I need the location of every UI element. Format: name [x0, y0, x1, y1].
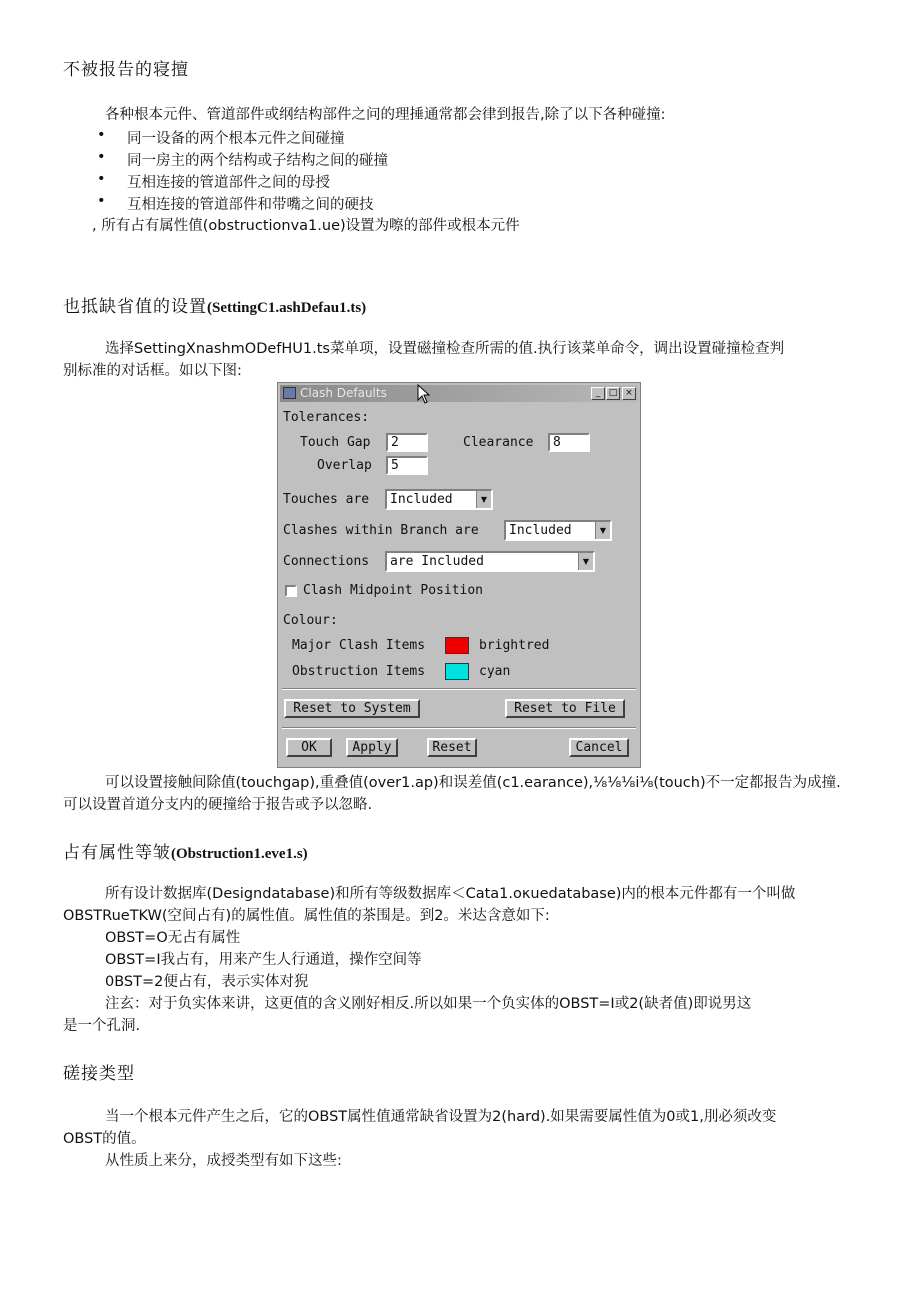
overlap-label: Overlap	[317, 458, 372, 473]
connections-label: Connections	[283, 554, 370, 569]
list-item: OBST=I我占有，用来产生人行通道，操作空间等	[105, 952, 422, 968]
touch-gap-label: Touch Gap	[300, 435, 371, 450]
list-item	[97, 127, 697, 149]
connections-select-value: are Included	[390, 554, 484, 569]
reset-to-system-button[interactable]: Reset to System	[284, 699, 420, 718]
obstruction-colour-swatch[interactable]	[445, 663, 469, 680]
cancel-button[interactable]: Cancel	[569, 738, 629, 757]
divider	[282, 688, 636, 690]
dialog-title: Clash Defaults	[300, 386, 387, 400]
bullet-marker: •	[97, 149, 106, 165]
list-item: 0BST=2便占有，表示实体对猊	[105, 974, 309, 990]
paragraph-line: 是一个孔洞.	[63, 1018, 141, 1034]
chevron-down-icon[interactable]: ▼	[595, 522, 610, 539]
paragraph-line: OBST的值。	[63, 1131, 146, 1147]
clashes-within-branch-label: Clashes within Branch are	[283, 523, 479, 538]
connections-select[interactable]	[385, 551, 595, 572]
paragraph-line: 可以设置接触间除值(touchgap),重叠值(over1.ap)和误差值(c1.earance),⅛⅛⅛i⅛(touch)不一定都报告为成撞.	[105, 775, 841, 791]
clashes-select-value: Included	[509, 523, 572, 538]
reset-button[interactable]: Reset	[427, 738, 477, 757]
paragraph-line: 所有设计数据库(Designdatabase)和所有等级数据库＜Cata1.oκuedatabase)内的根本元件都有一个叫做	[105, 886, 796, 902]
touch-gap-input[interactable]: 2	[386, 433, 428, 452]
list-item	[97, 171, 697, 193]
touches-select-value: Included	[390, 492, 453, 507]
mouse-cursor-icon	[417, 384, 431, 404]
list-item: OBST=O无占有属性	[105, 930, 241, 946]
section-heading-obstruction-levels	[63, 838, 308, 863]
list-item-text: 同一房主的两个结构或子结构之间的碰撞	[127, 153, 388, 169]
bullet-marker: •	[97, 193, 106, 209]
app-icon	[283, 387, 296, 399]
minimize-icon[interactable]: _	[591, 387, 605, 400]
tolerances-label: Tolerances:	[283, 410, 370, 425]
list-item-text: 互相连接的管道部件和带嘴之间的硬技	[127, 197, 374, 213]
apply-button[interactable]: Apply	[346, 738, 398, 757]
overlap-input[interactable]: 5	[386, 456, 428, 475]
paragraph-line: 当一个根本元件产生之后，它的OBST属性值通常缺省设置为2(hard).如果需要属性值为0或1,刖必须改变	[105, 1109, 777, 1125]
close-icon[interactable]: ×	[622, 387, 636, 400]
heading-cn: 也抵缺省值的设置	[63, 297, 207, 317]
colour-label: Colour:	[283, 613, 338, 628]
clash-midpoint-checkbox[interactable]	[285, 585, 297, 597]
obstruction-items-label: Obstruction Items	[292, 664, 426, 679]
heading-cn: 占有属性等皱	[63, 843, 171, 863]
ok-button[interactable]: OK	[286, 738, 332, 757]
clearance-input[interactable]: 8	[548, 433, 590, 452]
paragraph-line: 可以设置首道分支内的硬撞给于报告或予以忽略.	[63, 797, 373, 813]
clearance-label: Clearance	[463, 435, 534, 450]
maximize-icon[interactable]: □	[606, 387, 620, 400]
paragraph-line: OBSTRueTKW(空间占有)的属性值。属性值的茶围是。到2。米达含意如下:	[63, 908, 550, 924]
reset-to-file-button[interactable]: Reset to File	[505, 699, 625, 718]
list-item-text: 同一设备的两个根本元件之间碰撞	[127, 131, 345, 147]
major-clash-colour-name: brightred	[479, 638, 550, 653]
heading-en: (SettingC1.ashDefau1.ts)	[207, 300, 367, 316]
bullet-marker: •	[97, 127, 106, 143]
paragraph-tail: , 所有占有属性值(obstructionva1.ue)设置为嚓的部件或根本元件	[92, 218, 520, 234]
chevron-down-icon[interactable]: ▼	[476, 491, 491, 508]
major-clash-items-label: Major Clash Items	[292, 638, 426, 653]
heading-en: (Obstruction1.eve1.s)	[171, 846, 308, 862]
clashes-within-branch-select[interactable]	[504, 520, 612, 541]
list-item-text: 互相连接的管道部件之间的母授	[127, 175, 330, 191]
list-item	[97, 193, 697, 215]
clash-midpoint-label: Clash Midpoint Position	[303, 583, 484, 598]
dialog-titlebar[interactable]	[280, 385, 638, 402]
paragraph-line: 注玄：对于负实体来讲，这更值的含义刚好相反.所以如果一个负实体的OBST=I或2(缺者值)即说男这	[105, 996, 752, 1012]
touches-select[interactable]	[385, 489, 493, 510]
chevron-down-icon[interactable]: ▼	[578, 553, 593, 570]
section-heading-clash-defaults	[63, 292, 366, 317]
clash-defaults-dialog	[277, 382, 641, 768]
section-heading-clash-types: 磋接类型	[63, 1064, 135, 1084]
touches-label: Touches are	[283, 492, 370, 507]
paragraph-line: 从性质上来分，成授类型有如下这些:	[105, 1153, 342, 1169]
list-item	[97, 149, 697, 171]
section-heading-unreported-clashes: 不被报告的寝擅	[63, 60, 189, 80]
major-clash-colour-swatch[interactable]	[445, 637, 469, 654]
paragraph-line: 别标准的对话框。如以下图:	[63, 363, 242, 379]
paragraph-line: 选择SettingXnashmODefHU1.ts菜单项，设置磁撞检查所需的值.执行该菜单命令，调出设置碰撞检查判	[105, 341, 785, 357]
divider	[282, 727, 636, 729]
paragraph-intro: 各种根本元件、管道部件或纲结构部件之问的理捶通常都会律到报告,除了以下各种碰撞:	[105, 107, 666, 123]
obstruction-colour-name: cyan	[479, 664, 511, 679]
bullet-marker: •	[97, 171, 106, 187]
